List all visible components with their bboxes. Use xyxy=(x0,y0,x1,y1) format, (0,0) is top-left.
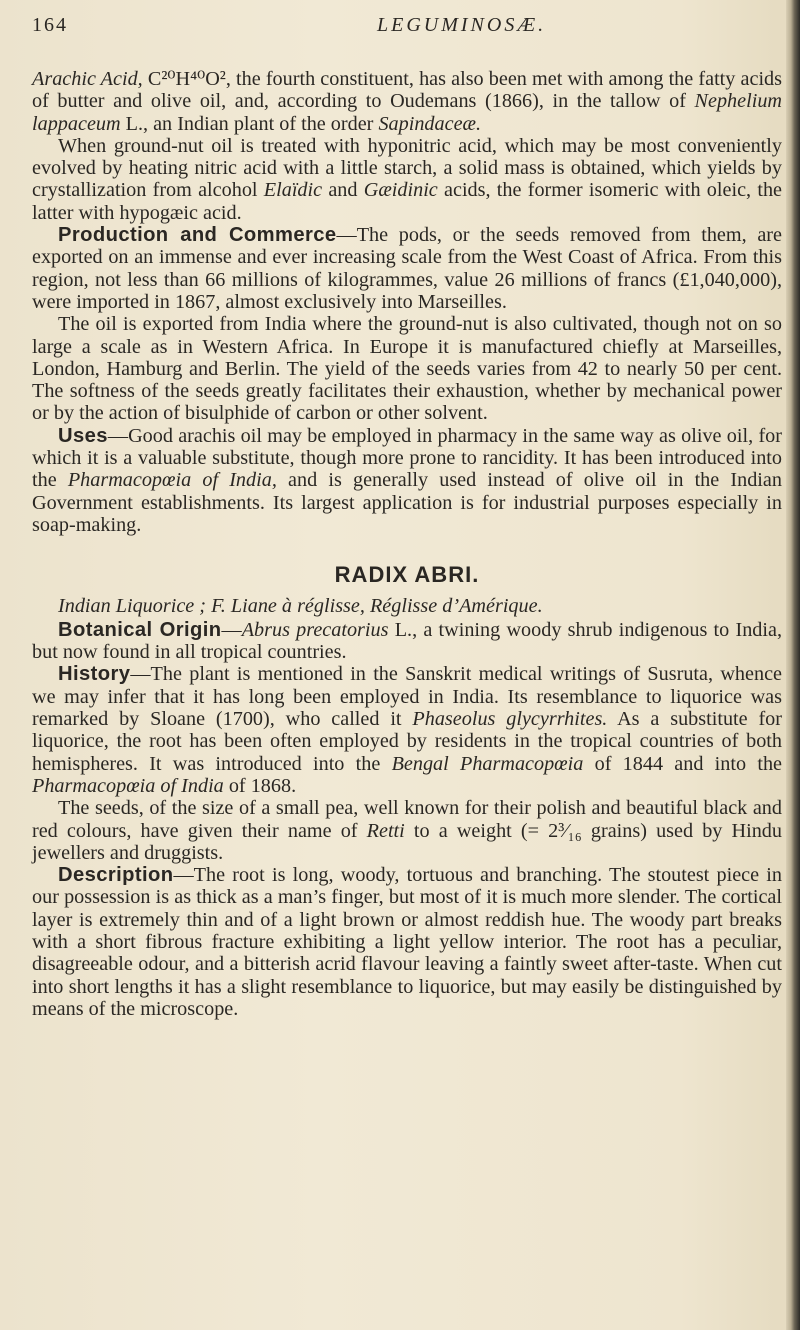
term-gaeidinic: Gæidinic xyxy=(363,179,438,202)
heading-history: History xyxy=(58,663,131,686)
paragraph-botanical-origin xyxy=(32,619,782,664)
term-retti: Retti xyxy=(366,819,405,842)
paragraph-hyponitric xyxy=(32,135,782,224)
heading-uses: Uses xyxy=(58,424,108,447)
paragraph-production xyxy=(32,224,782,313)
text-run: The oil is exported from India where the ground-nut is also cultivated, though not on so large a scale as in Western Africa. In Europe it is manufactured chiefly at Marseilles, London, Hamburg and Berlin. The yield of the seeds varies from 42 to nearly 50 per cent. The softness of the seeds greatly facilitates their exhaustion, whether by mechanical power or by the action of bisulphide of carbon or other solvent. xyxy=(32,313,782,425)
term-phaseolus: Phaseolus glycyrrhites. xyxy=(412,708,608,731)
text-run: As a substitute for liquorice, the root has been often employed by residents in the tropical countries of both hemispheres. It was introduced into the xyxy=(32,708,782,775)
text-run: acids, the former isomeric with oleic, the latter with hypogæic acid. xyxy=(32,179,782,224)
text-run: —Good arachis oil may be employed in pharmacy in the same way as olive oil, for which it is a valuable substitute, though more prone to rancidity. It has been introduced into the xyxy=(32,424,782,492)
page-edge-shadow xyxy=(786,0,800,1330)
text-run: L., an Indian plant of the order xyxy=(120,112,379,135)
synonyms-line: Indian Liquorice ; F. Liane à réglisse, Réglisse d’Amérique. xyxy=(58,594,543,617)
text-run: The seeds, of the size of a small pea, well known for their polish and beautiful black and red colours, have given their name of xyxy=(32,797,782,842)
page-number: 164 xyxy=(32,14,68,36)
term-sapindaceae: Sapindaceæ. xyxy=(378,112,482,135)
text-run: to a weight (= 2³⁄₁₆ grains) used by Hindu jewellers and druggists. xyxy=(32,819,782,864)
heading-description: Description xyxy=(58,864,174,887)
text-run: When ground-nut oil is treated with hyponitric acid, which may be most conveniently evolved by heating nitric acid with a little starch, a solid mass is obtained, which yields by crystallization from alcohol xyxy=(32,134,782,202)
text-run: —The root is long, woody, tortuous and branching. The stoutest piece in our possession is as thick as a man’s finger, but most of it is much more slender. The cortical layer is extremely thin and of a light brown or almost reddish hue. The woody part breaks with a short fibrous fracture exhibiting a light yellow interior. The root has a peculiar, disagreeable odour, and a bitterish acrid flavour leaving a faintly sweet after-taste. When cut into short lengths it has a slight resemblance to liquorice, but may easily be distinguished by means of the microscope. xyxy=(32,864,782,1020)
paragraph-arachic-acid xyxy=(32,68,782,135)
term-pharmacopoeia-india: Pharmacopœia of India xyxy=(32,774,224,797)
paragraph-description xyxy=(32,864,782,1020)
text-run: C²⁰H⁴⁰O², the fourth constituent, has also been met with among the fatty acids of butter and olive oil, and, according to Oudemans (1866), in the tallow of xyxy=(32,68,782,113)
heading-botanical-origin: Botanical Origin xyxy=(58,618,222,641)
running-title: LEGUMINOSÆ. xyxy=(377,14,547,36)
page-body xyxy=(32,68,782,1020)
term-arachic-acid: Arachic Acid, xyxy=(32,68,143,90)
text-run: and xyxy=(322,179,364,202)
page-header xyxy=(32,14,792,44)
text-run: of 1844 and into the xyxy=(583,752,782,775)
text-run: of 1868. xyxy=(223,774,297,797)
text-run: —The plant is mentioned in the Sanskrit medical writings of Susruta, whence we may infer that it has long been employed in India. Its resemblance to liquorice was remarked by Sloane (1700), who called it xyxy=(32,663,782,731)
heading-production: Production and Commerce xyxy=(58,224,337,247)
term-abrus: Abrus precatorius xyxy=(241,618,389,641)
term-bengal-pharmacopoeia: Bengal Pharmacopœia xyxy=(391,752,584,775)
paragraph-uses xyxy=(32,425,782,536)
section-title: RADIX ABRI. xyxy=(334,562,480,588)
text-run: — xyxy=(221,618,242,641)
term-elaidic: Elaïdic xyxy=(263,179,323,202)
text-run: —The pods, or the seeds removed from them, are exported on an immense and ever increasing scale from the West Coast of Africa. From this region, not less than 66 millions of kilogrammes, value 26 millions of francs (£1,040,000), were imported in 1867, almost exclusively into Marseilles. xyxy=(32,224,782,313)
term-pharmacopoeia: Pharmacopœia of India, xyxy=(67,469,277,492)
text-run: L., a twining woody shrub indigenous to India, but now found in all tropical countries. xyxy=(32,618,782,664)
term-nephelium: Nephelium lappaceum xyxy=(32,90,782,135)
text-run: and is generally used instead of olive oil in the Indian Government establishments. Its largest application is for industrial purposes especially in soap-making. xyxy=(32,469,782,536)
paragraph-seeds xyxy=(32,797,782,864)
paragraph-oil-export xyxy=(32,313,782,424)
paragraph-history xyxy=(32,663,782,797)
